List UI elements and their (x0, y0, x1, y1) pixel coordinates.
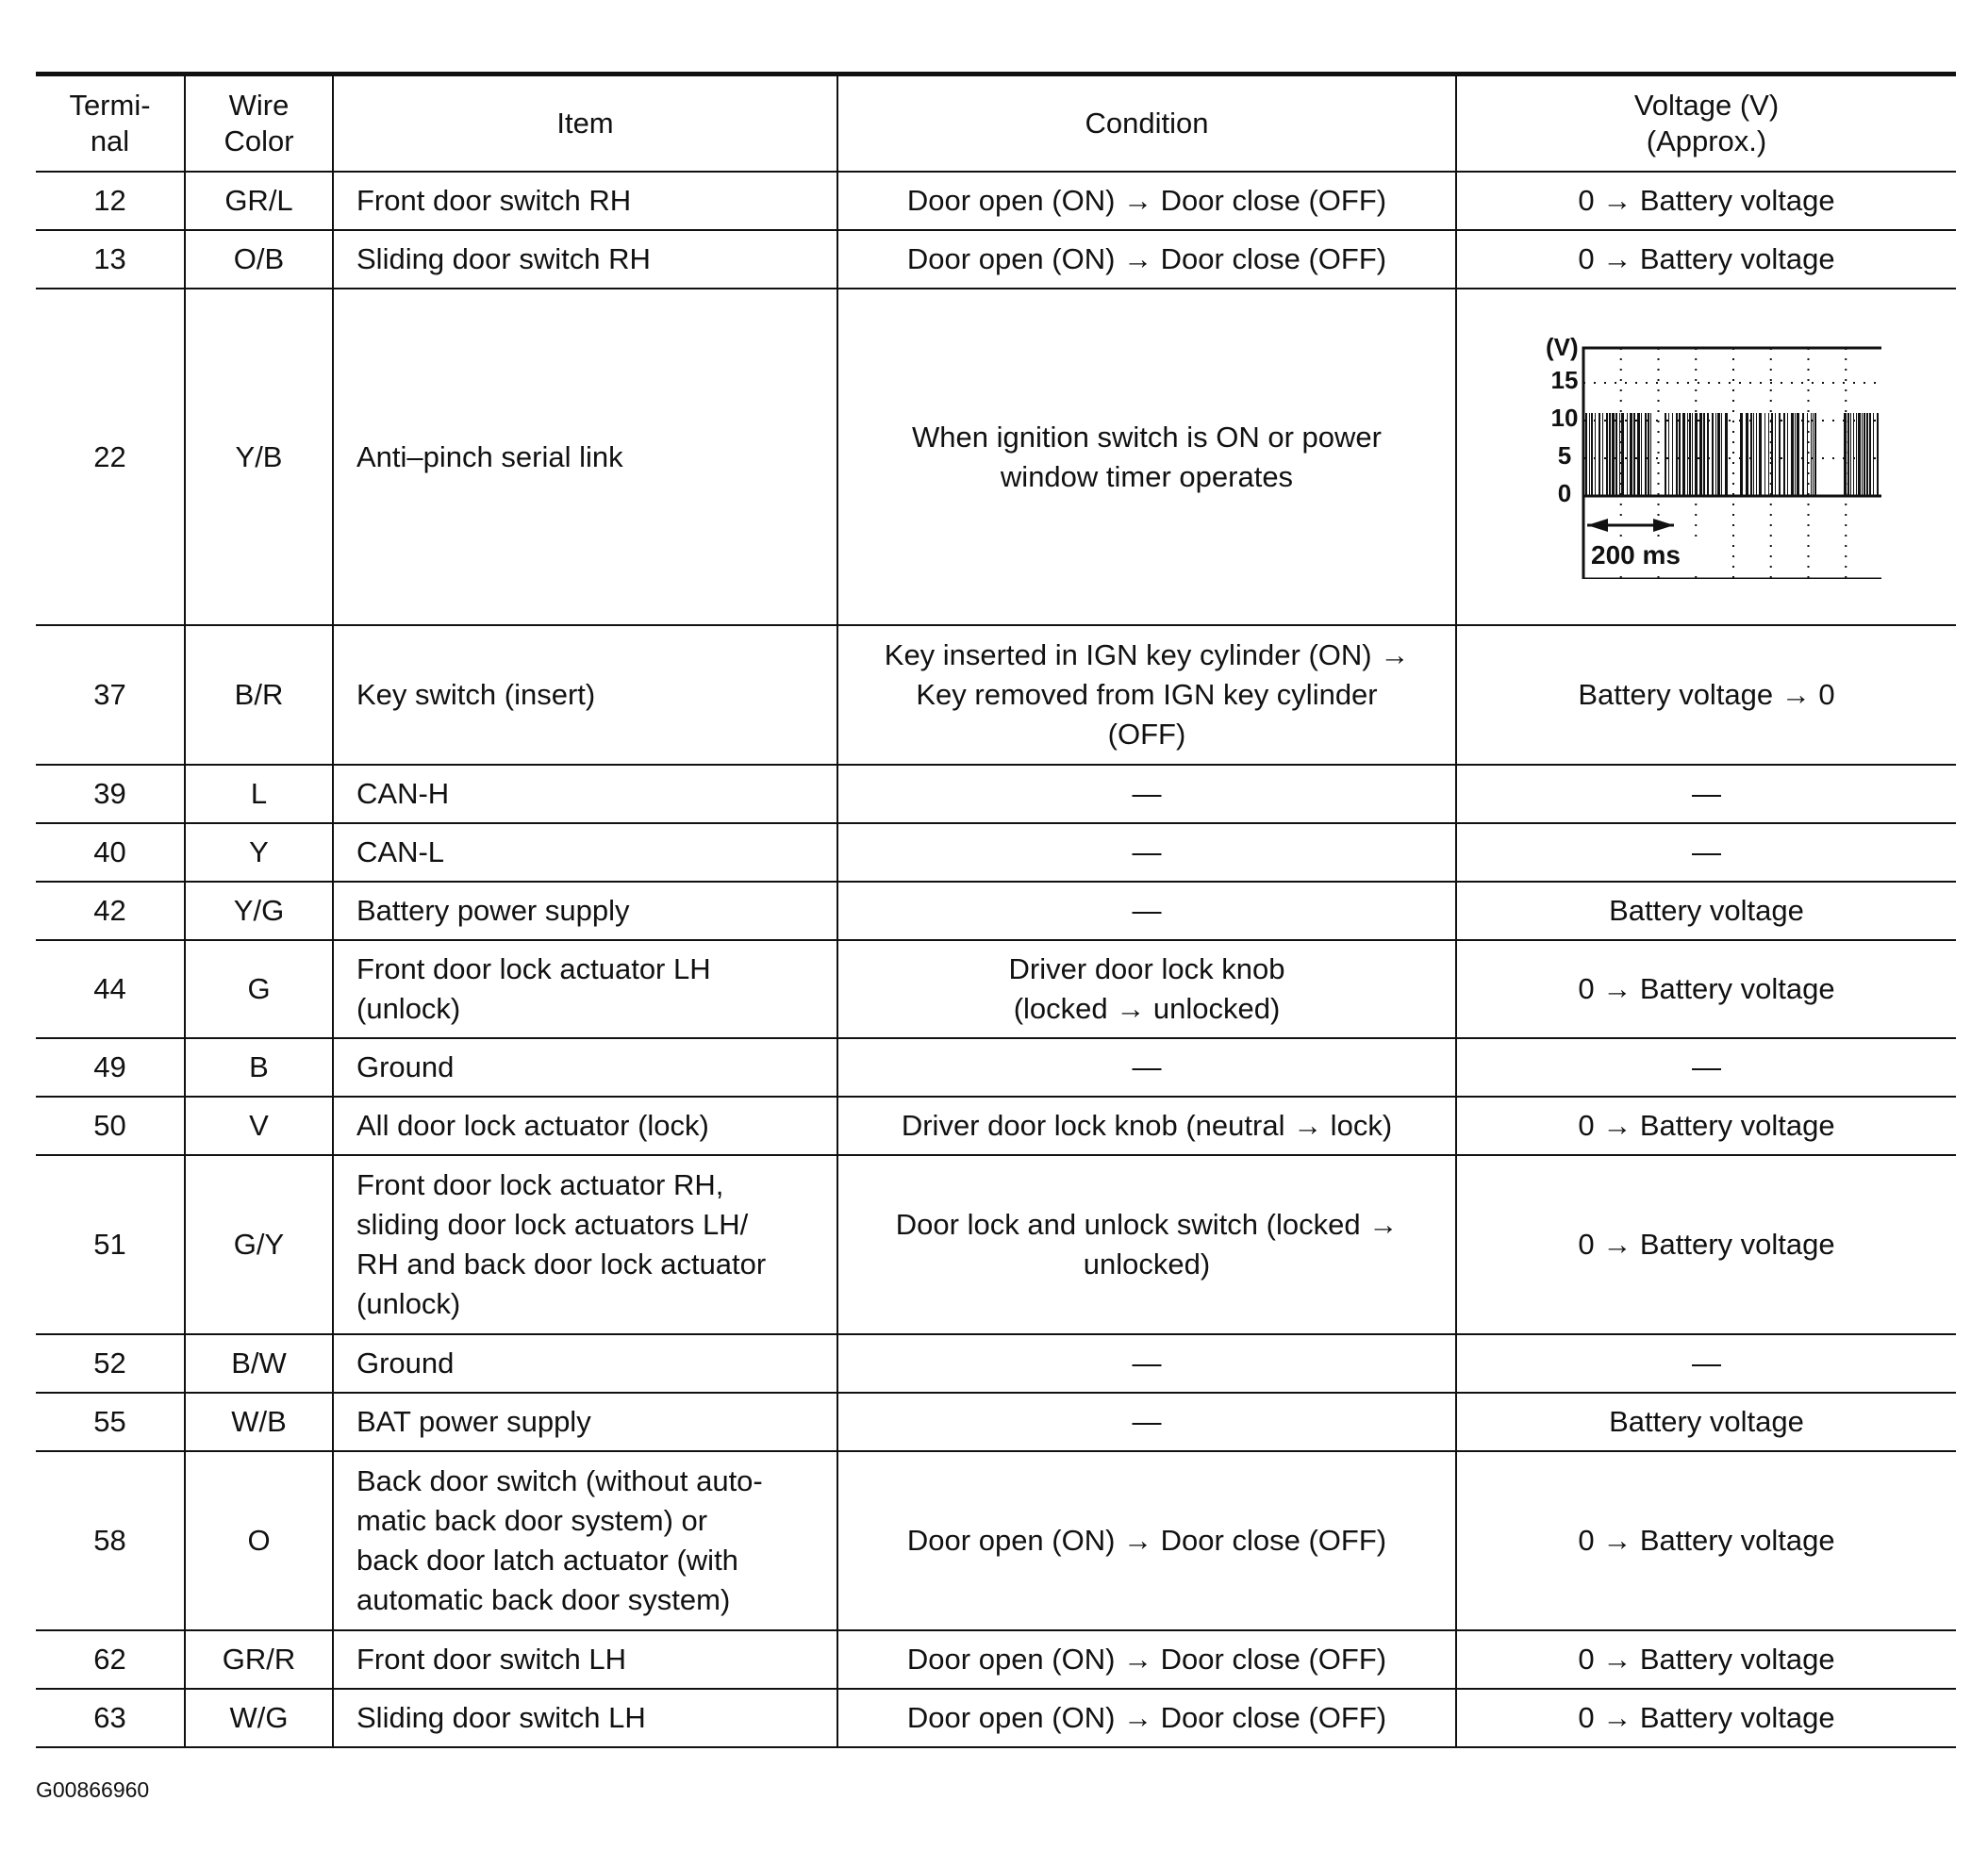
cell-condition: — (837, 882, 1456, 940)
cell-wire-color: W/B (185, 1393, 333, 1451)
cell-wire-color: O/B (185, 230, 333, 289)
cell-voltage: — (1456, 823, 1956, 882)
waveform-pulse (1615, 413, 1617, 496)
waveform-pulse (1740, 413, 1743, 496)
cell-voltage: — (1456, 1334, 1956, 1393)
cell-item: Ground (333, 1038, 837, 1097)
waveform-pulse (1689, 413, 1691, 496)
cell-wire-color: V (185, 1097, 333, 1155)
terminal-voltage-table (36, 72, 1956, 1748)
header-terminal: Termi- nal (36, 74, 185, 173)
waveform-pulse (1844, 413, 1847, 496)
cell-condition: Driver door lock knob (neutral → lock) (837, 1097, 1456, 1155)
table-row (36, 882, 1956, 940)
cell-item: Battery power supply (333, 882, 837, 940)
cell-wire-color: B (185, 1038, 333, 1097)
cell-condition: — (837, 1334, 1456, 1393)
waveform-pulse (1621, 413, 1624, 496)
arrow-head-right (1653, 519, 1674, 532)
waveform-pulse (1672, 413, 1673, 496)
waveform-pulse (1633, 413, 1635, 496)
waveform-pulse (1847, 413, 1849, 496)
cell-condition: Door open (ON) → Door close (OFF) (837, 1689, 1456, 1747)
figure-code: G00866960 (36, 1777, 150, 1802)
cell-item: Back door switch (without auto- matic back door system) or back door latch actuator (with automatic back door system) (333, 1451, 837, 1630)
cell-condition: Door open (ON) → Door close (OFF) (837, 1630, 1456, 1689)
cell-wire-color: GR/L (185, 172, 333, 230)
waveform-pulse (1783, 413, 1785, 496)
cell-item: Sliding door switch RH (333, 230, 837, 289)
cell-voltage: 0 → Battery voltage (1456, 172, 1956, 230)
waveform-pulse (1715, 413, 1716, 496)
waveform-pulse (1753, 413, 1754, 496)
cell-terminal: 51 (36, 1155, 185, 1334)
waveform-pulse (1717, 413, 1720, 496)
table-row (36, 625, 1956, 765)
cell-voltage: Battery voltage (1456, 1393, 1956, 1451)
waveform-unit-label: (V) (1545, 333, 1579, 361)
table-row (36, 1689, 1956, 1747)
cell-condition: Door open (ON) → Door close (OFF) (837, 230, 1456, 289)
waveform-pulse (1602, 413, 1603, 496)
waveform-pulse (1850, 413, 1851, 496)
cell-wire-color: Y/B (185, 289, 333, 625)
serial-link-waveform (1532, 324, 1881, 579)
waveform-pulse (1750, 413, 1752, 496)
waveform-pulse (1814, 413, 1816, 496)
terminal-voltage-table-sheet (36, 72, 1956, 1748)
cell-item: Front door switch LH (333, 1630, 837, 1689)
table-row (36, 765, 1956, 823)
waveform-pulse (1619, 413, 1620, 496)
cell-terminal: 37 (36, 625, 185, 765)
waveform-pulse (1637, 413, 1640, 496)
cell-item: CAN-H (333, 765, 837, 823)
cell-wire-color: Y (185, 823, 333, 882)
waveform-pulse (1687, 413, 1688, 496)
waveform-pulse (1797, 413, 1799, 496)
table-row (36, 1630, 1956, 1689)
waveform-pulse (1712, 413, 1714, 496)
cell-terminal: 13 (36, 230, 185, 289)
cell-terminal: 40 (36, 823, 185, 882)
waveform-pulse (1695, 413, 1698, 496)
cell-voltage: Battery voltage (1456, 882, 1956, 940)
waveform-y-tick: 5 (1557, 441, 1571, 470)
table-header-row (36, 74, 1956, 173)
waveform-pulse (1599, 413, 1600, 496)
waveform-pulse (1802, 413, 1804, 496)
table-row (36, 1097, 1956, 1155)
waveform-pulse (1853, 413, 1854, 496)
table-row (36, 1393, 1956, 1451)
waveform-pulse (1682, 413, 1685, 496)
cell-condition: Key inserted in IGN key cylinder (ON) → Key removed from IGN key cylinder (OFF) (837, 625, 1456, 765)
cell-terminal: 39 (36, 765, 185, 823)
waveform-pulse (1606, 413, 1608, 496)
cell-terminal: 50 (36, 1097, 185, 1155)
waveform-pulse (1627, 413, 1628, 496)
waveform-pulse (1858, 413, 1861, 496)
waveform-y-tick: 10 (1550, 404, 1578, 432)
waveform-pulse (1759, 413, 1762, 496)
cell-voltage: — (1456, 765, 1956, 823)
waveform-pulse (1699, 413, 1702, 496)
waveform-pulse (1877, 413, 1879, 496)
waveform-pulse (1813, 413, 1814, 496)
header-item: Item (333, 74, 837, 173)
cell-wire-color: GR/R (185, 1630, 333, 1689)
cell-voltage: 0 → Battery voltage (1456, 1155, 1956, 1334)
waveform-pulse (1807, 413, 1808, 496)
waveform-pulse (1746, 413, 1748, 496)
cell-item: Ground (333, 1334, 837, 1393)
cell-item: Front door switch RH (333, 172, 837, 230)
waveform-pulse (1725, 413, 1728, 496)
cell-wire-color: W/G (185, 1689, 333, 1747)
cell-wire-color: B/W (185, 1334, 333, 1393)
cell-terminal: 44 (36, 940, 185, 1038)
cell-terminal: 42 (36, 882, 185, 940)
waveform-pulse (1869, 413, 1871, 496)
cell-terminal: 52 (36, 1334, 185, 1393)
arrow-head-left (1587, 519, 1608, 532)
cell-item: All door lock actuator (lock) (333, 1097, 837, 1155)
table-row (36, 172, 1956, 230)
waveform-pulse (1641, 413, 1642, 496)
waveform-pulse (1668, 413, 1669, 496)
header-wire-color: Wire Color (185, 74, 333, 173)
cell-condition: Door open (ON) → Door close (OFF) (837, 172, 1456, 230)
waveform-pulse (1862, 413, 1863, 496)
cell-item: Front door lock actuator LH (unlock) (333, 940, 837, 1038)
table-row (36, 1334, 1956, 1393)
waveform-pulse (1665, 413, 1666, 496)
table-row (36, 1451, 1956, 1630)
cell-condition: When ignition switch is ON or power window timer operates (837, 289, 1456, 625)
waveform-pulse (1756, 413, 1757, 496)
waveform-pulse (1609, 413, 1611, 496)
waveform-pulse (1771, 413, 1773, 496)
cell-terminal: 63 (36, 1689, 185, 1747)
waveform-pulse (1650, 413, 1651, 496)
cell-item: BAT power supply (333, 1393, 837, 1451)
cell-terminal: 62 (36, 1630, 185, 1689)
waveform-pulse (1775, 413, 1776, 496)
table-row (36, 1038, 1956, 1097)
cell-wire-color: B/R (185, 625, 333, 765)
waveform-pulse (1591, 413, 1593, 496)
cell-wire-color: O (185, 1451, 333, 1630)
cell-voltage: 0 → Battery voltage (1456, 230, 1956, 289)
cell-wire-color: G (185, 940, 333, 1038)
waveform-pulse (1768, 413, 1769, 496)
table-row (36, 289, 1956, 625)
waveform-pulse (1679, 413, 1681, 496)
waveform-pulse (1707, 413, 1709, 496)
waveform-pulse (1779, 413, 1781, 496)
cell-voltage: 0 → Battery voltage (1456, 1630, 1956, 1689)
waveform-pulse (1856, 413, 1857, 496)
header-voltage: Voltage (V) (Approx.) (1456, 74, 1956, 173)
waveform-pulse (1692, 413, 1693, 496)
waveform-pulse (1585, 413, 1587, 496)
waveform-pulse (1866, 413, 1868, 496)
waveform-pulse (1703, 413, 1705, 496)
cell-terminal: 12 (36, 172, 185, 230)
waveform-pulse (1864, 413, 1865, 496)
waveform-pulse (1795, 413, 1796, 496)
cell-terminal: 49 (36, 1038, 185, 1097)
waveform-pulse (1787, 413, 1788, 496)
waveform-pulse (1676, 413, 1678, 496)
cell-voltage-waveform (1456, 289, 1956, 625)
cell-wire-color: G/Y (185, 1155, 333, 1334)
cell-item: Anti–pinch serial link (333, 289, 837, 625)
table-row (36, 1155, 1956, 1334)
waveform-pulse (1648, 413, 1649, 496)
cell-item: Key switch (insert) (333, 625, 837, 765)
cell-voltage: 0 → Battery voltage (1456, 1097, 1956, 1155)
waveform-pulse (1764, 413, 1765, 496)
cell-wire-color: Y/G (185, 882, 333, 940)
waveform-y-tick: 0 (1557, 479, 1571, 507)
cell-condition: Driver door lock knob (locked → unlocked) (837, 940, 1456, 1038)
waveform-pulse (1612, 413, 1615, 496)
cell-condition: Door open (ON) → Door close (OFF) (837, 1451, 1456, 1630)
cell-voltage: — (1456, 1038, 1956, 1097)
cell-item: Front door lock actuator RH, sliding door lock actuators LH/ RH and back door lock actuator (unlock) (333, 1155, 837, 1334)
table-row (36, 940, 1956, 1038)
cell-condition: — (837, 1393, 1456, 1451)
waveform-pulse (1589, 413, 1590, 496)
cell-terminal: 58 (36, 1451, 185, 1630)
cell-condition: — (837, 823, 1456, 882)
waveform-pulse (1630, 413, 1632, 496)
cell-terminal: 55 (36, 1393, 185, 1451)
cell-voltage: 0 → Battery voltage (1456, 940, 1956, 1038)
waveform-pulse (1791, 413, 1794, 496)
table-row (36, 230, 1956, 289)
waveform-graph (1532, 324, 1881, 579)
waveform-pulse (1721, 413, 1722, 496)
waveform-pulse (1595, 413, 1596, 496)
table-row (36, 823, 1956, 882)
cell-wire-color: L (185, 765, 333, 823)
cell-terminal: 22 (36, 289, 185, 625)
waveform-pulse (1645, 413, 1647, 496)
header-condition: Condition (837, 74, 1456, 173)
waveform-time-label: 200 ms (1590, 540, 1681, 570)
cell-condition: Door lock and unlock switch (locked → unlocked) (837, 1155, 1456, 1334)
waveform-y-tick: 15 (1550, 366, 1578, 394)
cell-condition: — (837, 1038, 1456, 1097)
cell-voltage: Battery voltage → 0 (1456, 625, 1956, 765)
waveform-pulse (1811, 413, 1812, 496)
waveform-pulse (1873, 413, 1874, 496)
cell-voltage: 0 → Battery voltage (1456, 1689, 1956, 1747)
cell-item: Sliding door switch LH (333, 1689, 837, 1747)
cell-voltage: 0 → Battery voltage (1456, 1451, 1956, 1630)
cell-condition: — (837, 765, 1456, 823)
cell-item: CAN-L (333, 823, 837, 882)
